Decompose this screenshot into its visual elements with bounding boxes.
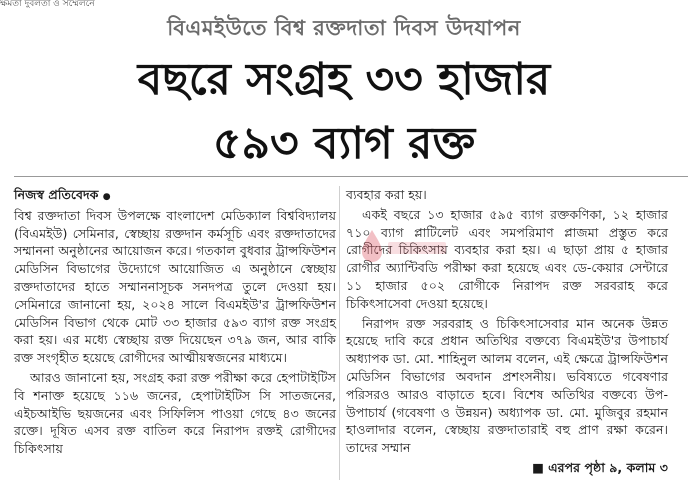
bullet-icon: ● (102, 192, 111, 202)
article-column-left (14, 186, 336, 460)
headline-rule (14, 176, 688, 177)
headline (0, 48, 688, 176)
paragraph: আরও জানানো হয়, সংগ্রহ করা রক্ত পরীক্ষা করে হেপাটাইটিস বি শনাক্ত হয়েছে ১১৬ জনের, হেপাটাইটিস সি সাতজনের, এইচআইভি ছয়জনের এবং সিফিলিস পাওয়া গেছে ৪৩ জনের রক্তে। দূষিত এসব রক্ত বাতিল করে নিরাপদ রক্তই রোগীদের চিকিৎসায় (14, 369, 336, 457)
article-column-right (346, 186, 668, 477)
paragraph: নিরাপদ রক্ত সরবরাহ ও চিকিৎসাসেবার মান অনেক উন্নত হয়েছে দাবি করে প্রধান অতিথির বক্তব্যে বিএমইউ'র উপাচার্য অধ্যাপক ডা. মো. শাহিনুল আলম বলেন, এই ক্ষেত্রে ট্রান্সফিউশন মেডিসিন বিভাগের অবদান প্রশংসনীয়। ভবিষ্যতে গবেষণার পরিসরও আরও বাড়াতে হবে। বিশেষ অতিথির বক্তব্যে উপ-উপাচার্য (গবেষণা ও উন্নয়ন) অধ্যাপক ডা. মো. মুজিবুর রহমান হাওলাদার বলেন, স্বেচ্ছায় রক্তদাতারাই বহু প্রাণ রক্ষা করেন। তাদের সম্মান (346, 315, 668, 456)
headline-line-2: ৫৯৩ ব্যাগ রক্ত (212, 118, 476, 169)
paragraph: একই বছরে ১৩ হাজার ৫৯৫ ব্যাগ রক্তকণিকা, ১২ হাজার ৭১০ ব্যাগ প্লাটিলেট এবং সমপরিমাণ প্লাজমা প্রস্তুত করে রোগীদের চিকিৎসায় ব্যবহার করা হয়। এ ছাড়া প্রায় ৫ হাজার রোগীর অ্যান্টিবডি পরীক্ষা করা হয়েছে এবং ডে-কেয়ার সেন্টারে ১১ হাজার ৫০২ রোগীকে নিরাপদ রক্ত সরবরাহ করে চিকিৎসাসেবা দেওয়া হয়েছে। (346, 206, 668, 311)
paragraph: ব্যবহার করা হয়। (346, 187, 427, 202)
byline-text: নিজস্ব প্রতিবেদক (14, 187, 99, 202)
column-divider (339, 186, 340, 480)
top-strip-text: ক্ষমতা দুর্বলতা ও সম্মেলনে (0, 0, 95, 8)
square-bullet-icon: ■ (532, 459, 549, 475)
byline (14, 186, 336, 207)
headline-line-1: বছরে সংগ্রহ ৩৩ হাজার (137, 54, 551, 105)
continuation-note (532, 459, 668, 477)
paragraph: বিশ্ব রক্তদাতা দিবস উপলক্ষে বাংলাদেশ মেডিক্যাল বিশ্ববিদ্যালয় (বিএমইউ) সেমিনার, স্বেচ্ছায় রক্তদান কর্মসূচি এবং রক্তদাতাদের সম্মাননা অনুষ্ঠানের আয়োজন করে। গতকাল বুধবার ট্রান্সফিউশন মেডিসিন বিভাগের উদ্যোগে আয়োজিত এ অনুষ্ঠানে স্বেচ্ছায় রক্তদাতাদের হাতে সম্মাননাসূচক সনদপত্র তুলে দেওয়া হয়। সেমিনারে জানানো হয়, ২০২৪ সালে বিএমইউ'র ট্রান্সফিউশন মেডিসিন বিভাগ থেকে মোট ৩৩ হাজার ৫৯৩ ব্যাগ রক্ত সংগ্রহ করা হয়। এর মধ্যে স্বেচ্ছায় রক্ত দিয়েছেন ৩৭৯ জন, আর বাকি রক্ত সংগৃহীত হয়েছে রোগীদের আত্মীয়স্বজনের মাধ্যমে। (14, 207, 336, 366)
kicker: বিএমইউতে বিশ্ব রক্তদাতা দিবস উদযাপন (167, 16, 521, 40)
continuation-text: এরপর পৃষ্ঠা ৯, কলাম ৩ (548, 459, 668, 475)
